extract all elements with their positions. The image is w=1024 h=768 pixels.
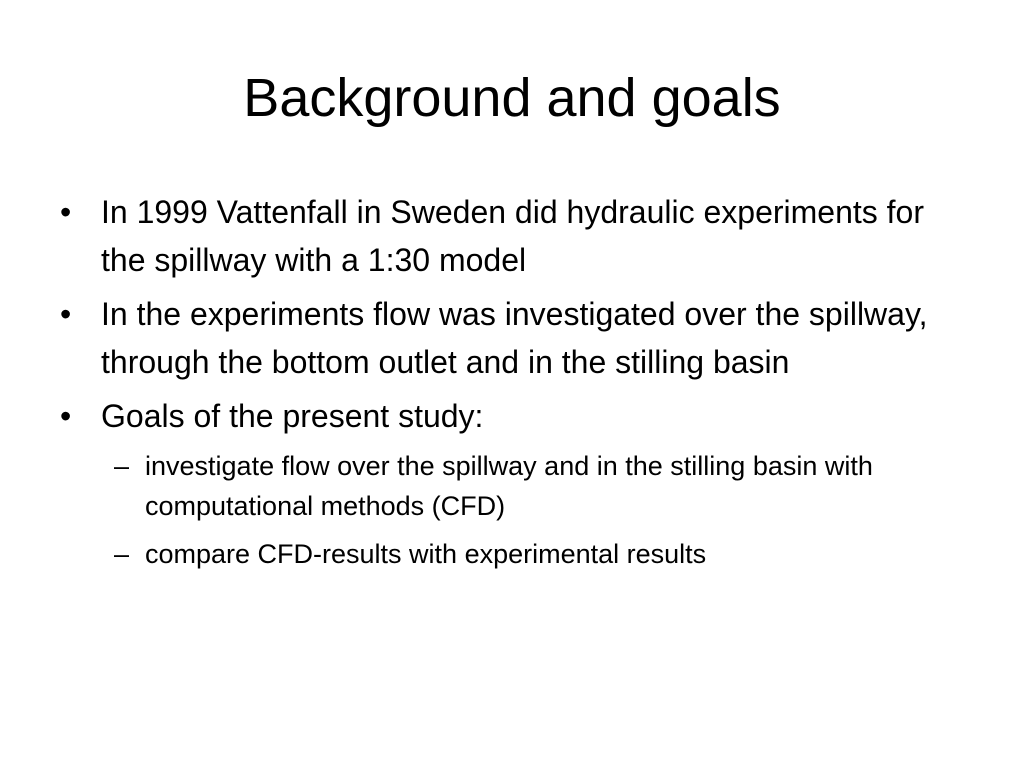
sub-bullet-text: investigate flow over the spillway and in the stilling basin with computational methods (CFD) — [145, 451, 873, 521]
sub-bullet-marker: – — [114, 539, 130, 569]
bullet-marker: • — [60, 296, 72, 332]
sub-bullet-item — [56, 446, 976, 526]
sub-bullet-marker: – — [114, 451, 130, 481]
bullet-text: In 1999 Vattenfall in Sweden did hydraulic experiments for the spillway with a 1:30 model — [101, 194, 924, 278]
bullet-item — [56, 290, 976, 386]
bullet-text: Goals of the present study: — [101, 398, 484, 434]
bullet-marker: • — [60, 194, 72, 230]
bullet-marker: • — [60, 398, 72, 434]
sub-bullet-item — [56, 534, 976, 574]
sub-bullet-text: compare CFD-results with experimental results — [145, 539, 707, 569]
bullet-item — [56, 188, 976, 284]
bullet-text: In the experiments flow was investigated over the spillway, through the bottom outlet and in the stilling basin — [101, 296, 928, 380]
bullet-item — [56, 392, 976, 440]
slide-body — [56, 188, 976, 582]
slide-title: Background and goals — [243, 68, 781, 128]
